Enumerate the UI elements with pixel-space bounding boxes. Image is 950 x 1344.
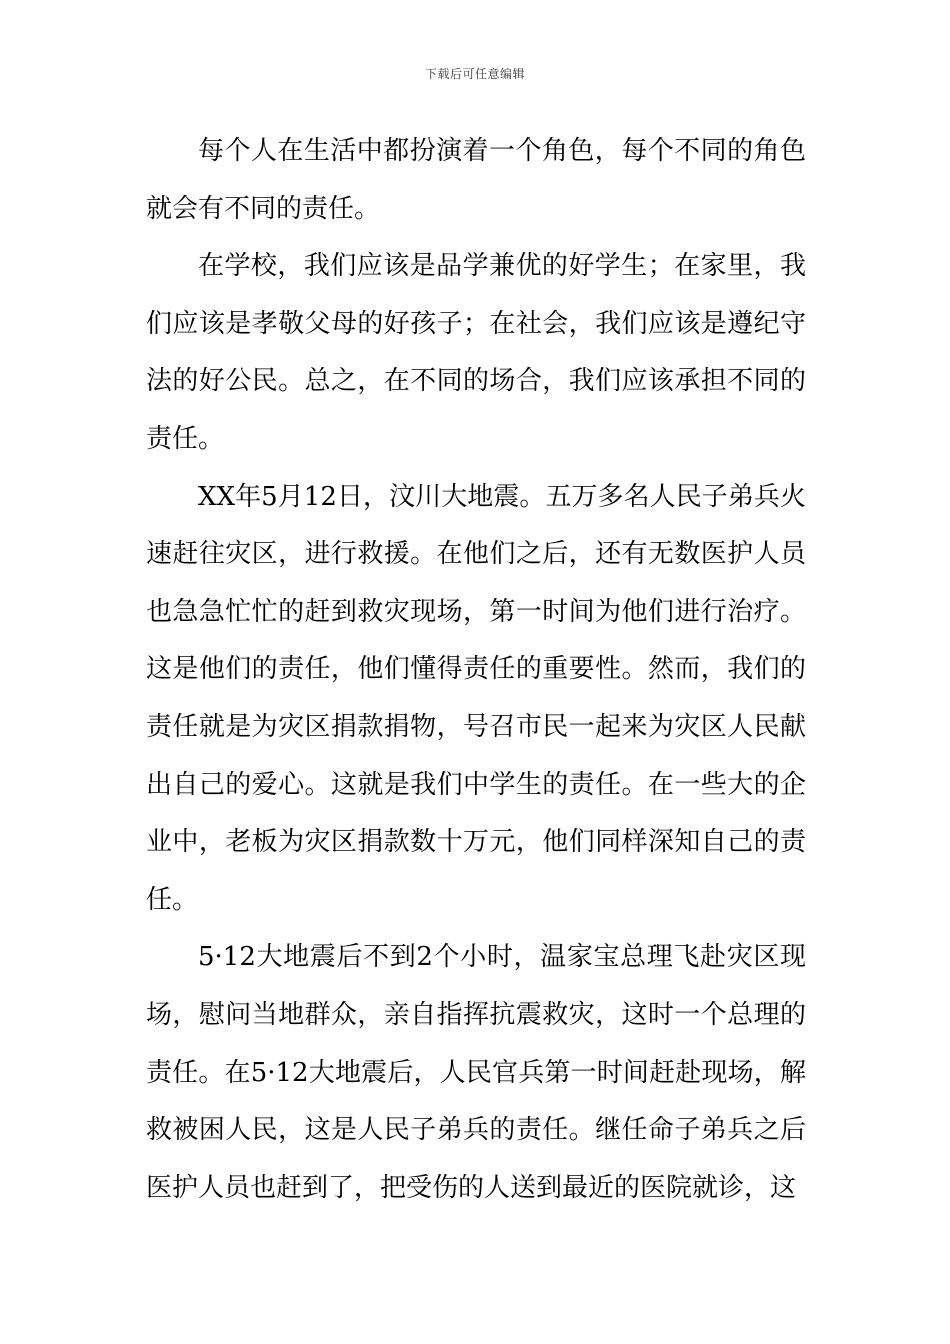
paragraph-places: 在学校，我们应该是品学兼优的好学生；在家里，我们应该是孝敬父母的好孩子；在社会，我们应该是遵纪守法的好公民。总之，在不同的场合，我们应该承担不同的责任。 <box>146 251 806 454</box>
paragraph-earthquake: XX年5月12日，汶川大地震。五万多名人民子弟兵火速赶往灾区，进行救援。在他们之后，还有无数医护人员也急急忙忙的赶到救灾现场，第一时间为他们进行治疗。这是他们的责任，他们懂得责任的重要性。然而，我们的责任就是为灾区捐款捐物，号召市民一起来为灾区人民献出自己的爱心。这就是我们中学生的责任。在一些大的企业中，老板为灾区捐款数十万元，他们同样深知自己的责任。 <box>146 481 806 915</box>
page-header: 下载后可任意编辑 <box>424 67 525 81</box>
paragraph-roles: 每个人在生活中都扮演着一个角色，每个不同的角色就会有不同的责任。 <box>146 136 806 224</box>
paragraph-premier: 5·12大地震后不到2个小时，温家宝总理飞赴灾区现场，慰问当地群众，亲自指挥抗震救灾，这时一个总理的责任。在5·12大地震后，人民官兵第一时间赶赴现场，解救被困人民，这是人民子弟兵的责任。继任命子弟兵之后医护人员也赶到了，把受伤的人送到最近的医院就诊，这 <box>146 942 806 1203</box>
document-body <box>146 123 806 1217</box>
